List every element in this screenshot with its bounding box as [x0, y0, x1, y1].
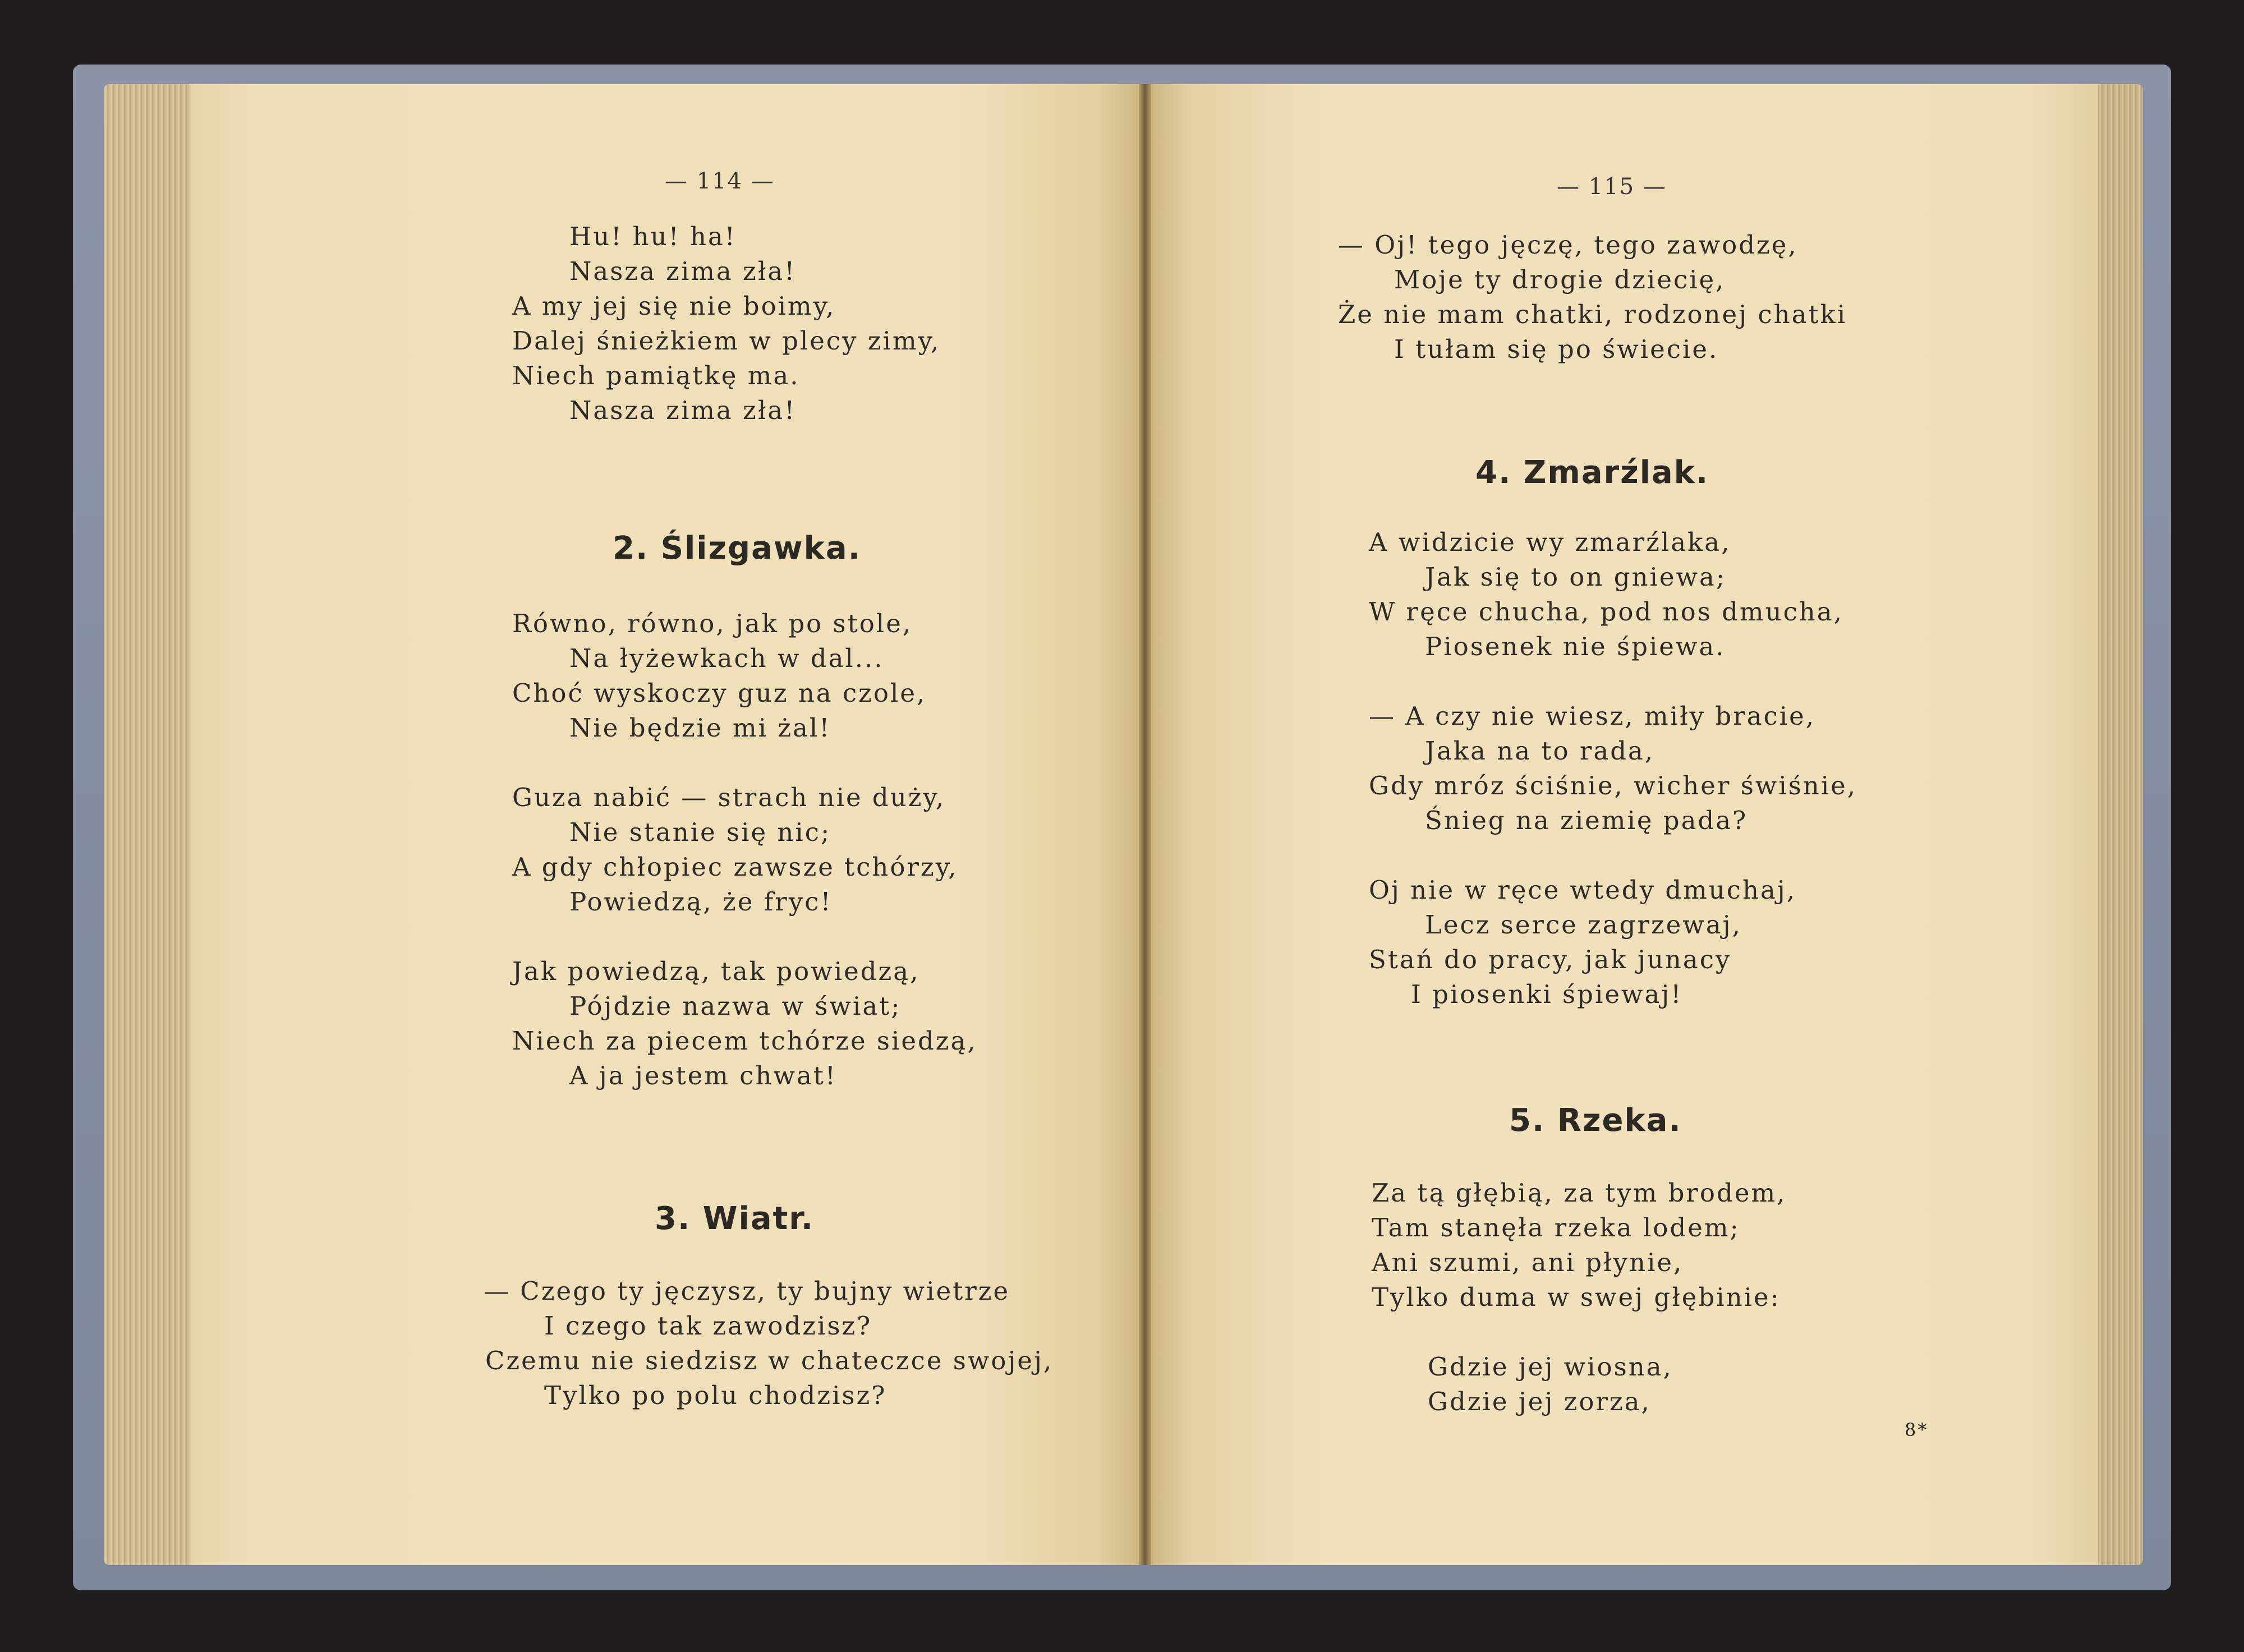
poem-line: Stań do pracy, jak junacy: [1369, 945, 1732, 974]
poem-line: Tylko duma w swej głębinie:: [1372, 1282, 1781, 1312]
right-page: [1144, 84, 2098, 1565]
poem-line: I piosenki śpiewaj!: [1411, 979, 1683, 1009]
poem-line: Nie będzie mi żal!: [569, 713, 831, 743]
poem-line: Na łyżewkach w dal...: [569, 643, 884, 673]
poem-line: Tylko po polu chodzisz?: [544, 1380, 887, 1410]
poem-line: Nasza zima zła!: [569, 256, 797, 286]
poem-line: Gdzie jej zorza,: [1428, 1387, 1651, 1416]
poem-line: Gdzie jej wiosna,: [1428, 1352, 1673, 1382]
poem-line: Dalej śnieżkiem w plecy zimy,: [512, 326, 941, 356]
poem-line: Niech pamiątkę ma.: [512, 361, 800, 390]
poem-title: 3. Wiatr.: [655, 1200, 815, 1237]
poem-line: Piosenek nie śpiewa.: [1425, 632, 1726, 661]
poem-line: Śnieg na ziemię pada?: [1425, 806, 1748, 835]
poem-line: Powiedzą, że fryc!: [569, 887, 833, 917]
poem-line: Niech za piecem tchórze siedzą,: [512, 1026, 977, 1056]
poem-line: — Czego ty jęczysz, ty bujny wietrze: [484, 1276, 1010, 1306]
poem-line: Moje ty drogie dziecię,: [1394, 265, 1726, 294]
poem-line: Pójdzie nazwa w świat;: [569, 991, 902, 1021]
poem-line: Choć wyskoczy guz na czole,: [512, 678, 927, 708]
poem-title: 5. Rzeka.: [1509, 1102, 1682, 1139]
page-edges-left: [104, 84, 205, 1565]
poem-line: A widzicie wy zmarźlaka,: [1369, 527, 1731, 557]
book-gutter: [1139, 84, 1151, 1565]
left-page: [191, 84, 1144, 1565]
poem-line: Za tą głębią, za tym brodem,: [1372, 1178, 1787, 1208]
page-number: — 114 —: [665, 168, 775, 194]
poem-line: Jaka na to rada,: [1425, 736, 1655, 766]
poem-line: I czego tak zawodzisz?: [544, 1311, 872, 1341]
poem-line: Nasza zima zła!: [569, 395, 797, 425]
poem-line: I tułam się po świecie.: [1394, 334, 1719, 364]
poem-line: W ręce chucha, pod nos dmucha,: [1369, 597, 1843, 627]
poem-line: Guza nabić — strach nie duży,: [512, 783, 946, 812]
poem-line: — A czy nie wiesz, miły bracie,: [1369, 701, 1816, 731]
poem-line: Oj nie w ręce wtedy dmuchaj,: [1369, 875, 1797, 905]
poem-line: Hu! hu! ha!: [569, 222, 737, 251]
poem-line: Równo, równo, jak po stole,: [512, 609, 913, 638]
poem-line: A my jej się nie boimy,: [512, 291, 836, 321]
signature-mark: 8*: [1905, 1419, 1929, 1441]
poem-line: Nie stanie się nic;: [569, 817, 831, 847]
poem-line: — Oj! tego jęczę, tego zawodzę,: [1338, 230, 1798, 260]
poem-line: A ja jestem chwat!: [569, 1061, 837, 1090]
poem-title: 4. Zmarźlak.: [1475, 454, 1709, 491]
poem-line: Gdy mróz ściśnie, wicher świśnie,: [1369, 771, 1857, 800]
poem-line: Tam stanęła rzeka lodem;: [1372, 1213, 1740, 1243]
poem-line: Jak powiedzą, tak powiedzą,: [512, 956, 920, 986]
poem-title: 2. Ślizgawka.: [613, 530, 861, 567]
page-number: — 115 —: [1557, 174, 1667, 200]
poem-line: Czemu nie siedzisz w chateczce swojej,: [485, 1346, 1054, 1375]
poem-line: A gdy chłopiec zawsze tchórzy,: [512, 852, 958, 882]
poem-line: Że nie mam chatki, rodzonej chatki: [1338, 300, 1847, 329]
poem-line: Ani szumi, ani płynie,: [1372, 1248, 1684, 1277]
poem-line: Lecz serce zagrzewaj,: [1425, 910, 1742, 940]
poem-line: Jak się to on gniewa;: [1425, 562, 1727, 592]
